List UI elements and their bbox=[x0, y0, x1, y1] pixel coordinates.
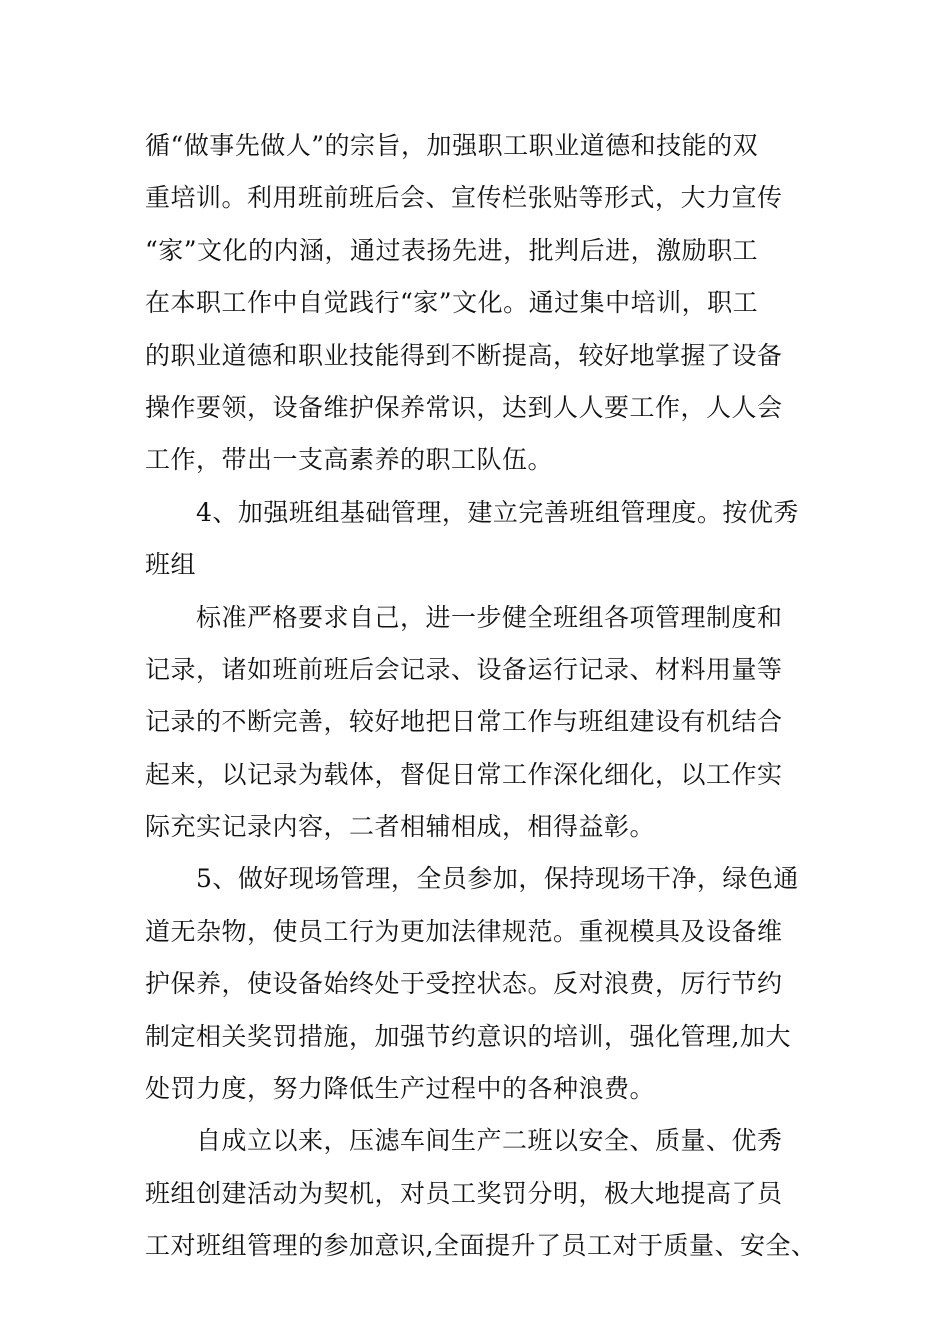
body-text bbox=[145, 120, 815, 1273]
text-line: 循“做事先做人”的宗旨，加强职工职业道德和技能的双 bbox=[145, 131, 759, 160]
text-line: 自成立以来，压滤车间生产二班以安全、质量、优秀 bbox=[196, 1126, 783, 1156]
text-line: 的职业道德和职业技能得到不断提高，较好地掌握了设备 bbox=[145, 340, 783, 370]
text-line: 记录，诸如班前班后会记录、设备运行记录、材料用量等 bbox=[145, 654, 783, 684]
text-line: 标准严格要求自己，进一步健全班组各项管理制度和 bbox=[196, 602, 783, 632]
text-line: 工作，带出一支高素养的职工队伍。 bbox=[145, 445, 554, 475]
text-line: 处罚力度，努力降低生产过程中的各种浪费。 bbox=[145, 1074, 656, 1104]
text-line: 班组 bbox=[145, 550, 197, 580]
text-line: 5、做好现场管理，全员参加，保持现场干净，绿色通 bbox=[196, 864, 799, 894]
text-line: 在本职工作中自觉践行“家”文化。通过集中培训，职工 bbox=[145, 288, 759, 318]
text-line: 4、加强班组基础管理，建立完善班组管理度。按优秀 bbox=[196, 497, 799, 527]
text-line: 重培训。利用班前班后会、宣传栏张贴等形式，大力宣传 bbox=[145, 183, 783, 213]
text-line: 记录的不断完善，较好地把日常工作与班组建设有机结合 bbox=[145, 707, 783, 737]
text-line: 制定相关奖罚措施，加强节约意识的培训，强化管理,加大 bbox=[145, 1021, 791, 1051]
text-line: 护保养，使设备始终处于受控状态。反对浪费，厉行节约 bbox=[145, 969, 783, 999]
text-line: “家”文化的内涵，通过表扬先进，批判后进，激励职工 bbox=[145, 235, 759, 265]
text-line: 起来，以记录为载体，督促日常工作深化细化，以工作实 bbox=[145, 759, 783, 789]
text-line: 操作要领，设备维护保养常识，达到人人要工作，人人会 bbox=[145, 392, 783, 422]
text-line: 班组创建活动为契机，对员工奖罚分明，极大地提高了员 bbox=[145, 1178, 783, 1208]
text-line: 际充实记录内容，二者相辅相成，相得益彰。 bbox=[145, 812, 656, 842]
text-line: 工对班组管理的参加意识,全面提升了员工对于质量、安全、 bbox=[145, 1231, 817, 1261]
text-line: 道无杂物，使员工行为更加法律规范。重视模具及设备维 bbox=[145, 916, 783, 946]
